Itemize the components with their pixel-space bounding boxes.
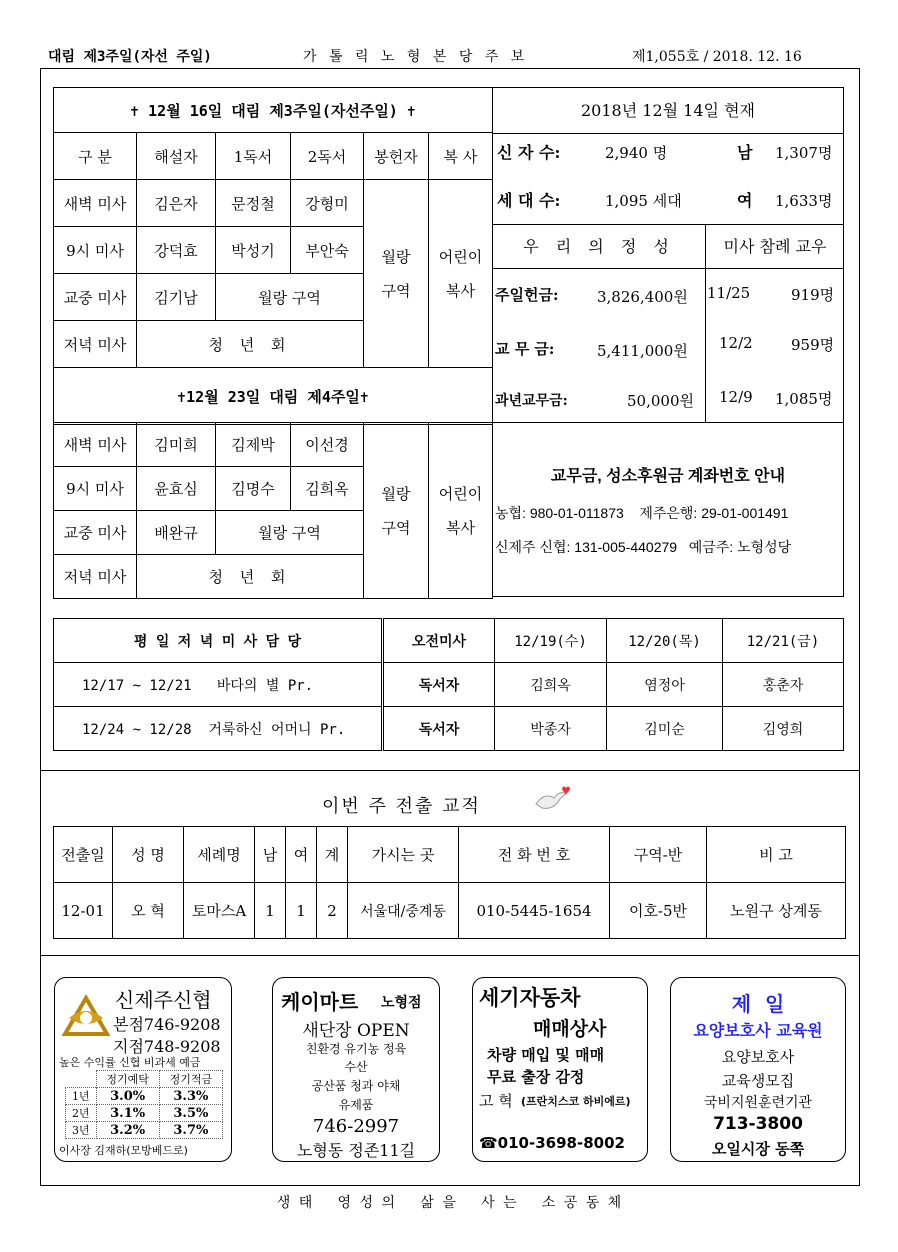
- attendance-count: 1,085명: [775, 390, 833, 408]
- reader1: 문정철: [216, 180, 291, 227]
- believers-count: 2,940 명: [605, 144, 668, 162]
- cell: 1: [255, 883, 286, 939]
- col-header: 전출일: [54, 827, 113, 883]
- ad2-line: 공산품 청과 야채: [311, 1079, 401, 1093]
- believers-label: 신 자 수:: [497, 143, 561, 162]
- table-row: [54, 707, 844, 751]
- altar-server: 어린이 복사: [429, 180, 493, 368]
- col-header: 해설자: [137, 133, 216, 180]
- offering-label: 과년교무금:: [495, 393, 568, 409]
- account-title: 교무금, 성소후원금 계좌번호 안내: [550, 468, 786, 485]
- commentator: 김은자: [137, 180, 216, 227]
- col-header: 구역-반: [610, 827, 707, 883]
- rate-col: 정기예탁: [96, 1071, 159, 1088]
- ad-shinhyup: [54, 977, 232, 1162]
- account-info: [492, 422, 844, 597]
- commentator: 강덕효: [137, 227, 216, 274]
- schedule-table-week4: [53, 422, 493, 599]
- period: 12/24 ~ 12/28 거룩하신 어머니 Pr.: [54, 707, 383, 751]
- ad-jeil-care: [670, 977, 846, 1162]
- cell: 2: [317, 883, 348, 939]
- ad4-line: 교육생모집: [721, 1072, 795, 1090]
- rate: 3.7%: [159, 1122, 222, 1139]
- ad1-branch-phone: 지점748-9208: [113, 1037, 221, 1056]
- col-header: 계: [317, 827, 348, 883]
- ad4-line: 국비지원훈련기관: [703, 1095, 813, 1111]
- attendance-date: 12/9: [719, 388, 753, 406]
- schedule-title: ✝ 12월 16일 대림 제3주일(자선주일) ✝: [54, 88, 493, 133]
- mass-name: 9시 미사: [54, 227, 137, 274]
- ad1-main-phone: 본점746-9208: [113, 1015, 221, 1034]
- stats-date: 2018년 12월 14일 현재: [581, 101, 755, 120]
- reader-name: 홍춘자: [723, 663, 844, 707]
- rate-col: 정기적금: [159, 1071, 222, 1088]
- reader2: 부안숙: [291, 227, 364, 274]
- table-row: [54, 663, 844, 707]
- table-row: [54, 423, 493, 467]
- offering-label: 교 무 금:: [495, 340, 555, 358]
- ad1-chair: 이사장 김재하(모방베드로): [59, 1144, 188, 1157]
- ad-kmart: [272, 977, 440, 1162]
- weekday-mass-table: [53, 618, 844, 751]
- rate-year: 3년: [66, 1122, 97, 1139]
- header-center: 가 톨 릭 노 형 본 당 주 보: [303, 49, 529, 65]
- attendance-count: 919명: [791, 286, 835, 304]
- col-header: 1독서: [216, 133, 291, 180]
- rate-year: 1년: [66, 1088, 97, 1105]
- header-right: 제1,055호 / 2018. 12. 16: [632, 49, 802, 65]
- col-header: 세례명: [184, 827, 255, 883]
- cell: 이호-5반: [610, 883, 707, 939]
- readers-group: 청 년 회: [137, 555, 364, 599]
- account-line: 농협: 980-01-011873 제주은행: 29-01-001491: [495, 505, 789, 521]
- attendance-title: 미사 참례 교우: [723, 237, 827, 256]
- households-label: 세 대 수:: [497, 191, 561, 210]
- day-header: 12/20(목): [607, 619, 723, 663]
- dove-icon: [532, 784, 572, 814]
- footer-motto: 생 태 영 성 의 삶 을 사 는 소 공 동 체: [276, 1195, 622, 1211]
- reader-name: 김희옥: [495, 663, 607, 707]
- ad3-owner: 고 혁: [479, 1092, 513, 1110]
- altar-server: 어린이 복사: [429, 423, 493, 599]
- mass-name: 새벽 미사: [54, 180, 137, 227]
- ad2-phone: 746-2997: [312, 1116, 400, 1137]
- female-count: 1,633명: [775, 192, 833, 210]
- cell: 010-5445-1654: [459, 883, 610, 939]
- weekday-title: 평 일 저 녁 미 사 담 당: [54, 619, 383, 663]
- col-header: 여: [286, 827, 317, 883]
- rate: 3.5%: [159, 1105, 222, 1122]
- reader1: 박성기: [216, 227, 291, 274]
- rate: 3.0%: [96, 1088, 159, 1105]
- col-header: 2독서: [291, 133, 364, 180]
- period: 12/17 ~ 12/21 바다의 별 Pr.: [54, 663, 383, 707]
- cell: 1: [286, 883, 317, 939]
- role: 독서자: [383, 707, 495, 751]
- ad3-phone: ☎010-3698-8002: [479, 1134, 625, 1152]
- ad-segi-motors: [472, 977, 648, 1162]
- ad2-branch: 노형점: [381, 995, 422, 1011]
- parish-stats: [492, 87, 844, 423]
- commentator: 윤효심: [137, 467, 216, 511]
- header-left: 대림 제3주일(자선 주일): [48, 49, 212, 65]
- ad3-line: 무료 출장 감정: [487, 1068, 585, 1086]
- mass-name: 9시 미사: [54, 467, 137, 511]
- rate-table: [65, 1070, 223, 1139]
- account-line: 신제주 신협: 131-005-440279 예금주: 노형성당: [495, 539, 792, 555]
- cell: 노원구 상계동: [707, 883, 846, 939]
- shinhyup-logo-icon: [61, 994, 111, 1040]
- female-label: 여: [737, 191, 753, 210]
- schedule-table-week3: [53, 87, 493, 425]
- ad1-slogan: 높은 수익률 신협 비과세 예금: [59, 1056, 201, 1069]
- col-header: 남: [255, 827, 286, 883]
- reader-name: 박종자: [495, 707, 607, 751]
- ad2-name: 케이마트: [281, 990, 359, 1014]
- mass-name: 교중 미사: [54, 274, 137, 321]
- mass-name: 저녁 미사: [54, 321, 137, 368]
- ad1-name: 신제주신협: [115, 988, 212, 1012]
- reader2: 강형미: [291, 180, 364, 227]
- bulletin-header: [48, 44, 848, 68]
- reader1: 김제박: [216, 423, 291, 467]
- rate: 3.1%: [96, 1105, 159, 1122]
- transfer-title: 이번 주 전출 교적: [322, 796, 481, 817]
- table-row: [54, 883, 846, 939]
- col-header: 가시는 곳: [348, 827, 459, 883]
- ad4-name: 제 일: [731, 992, 785, 1016]
- attendance-date: 11/25: [707, 284, 751, 302]
- cell: 토마스A: [184, 883, 255, 939]
- offering-value: 3,826,400원: [597, 288, 688, 306]
- reader1: 김명수: [216, 467, 291, 511]
- ad4-line: 요양보호사: [721, 1048, 795, 1066]
- ad4-phone: 713-3800: [713, 1114, 803, 1134]
- ad2-open: 새단장 OPEN: [302, 1021, 410, 1041]
- offering-group: 월랑 구역: [364, 423, 429, 599]
- commentator: 김기남: [137, 274, 216, 321]
- morning-label: 오전미사: [383, 619, 495, 663]
- ad3-line: 차량 매입 및 매매: [487, 1046, 605, 1064]
- offering-group: 월랑 구역: [364, 180, 429, 368]
- col-header: 복 사: [429, 133, 493, 180]
- day-header: 12/21(금): [723, 619, 844, 663]
- table-row: [54, 180, 493, 227]
- col-header: 전 화 번 호: [459, 827, 610, 883]
- role: 독서자: [383, 663, 495, 707]
- transfer-table: [53, 826, 846, 939]
- male-label: 남: [737, 143, 753, 162]
- col-header: 비 고: [707, 827, 846, 883]
- offering-value: 5,411,000원: [597, 342, 688, 360]
- offering-value: 50,000원: [627, 392, 694, 410]
- col-header: 봉헌자: [364, 133, 429, 180]
- day-header: 12/19(수): [495, 619, 607, 663]
- readers-group: 청 년 회: [137, 321, 364, 368]
- ad2-address: 노형동 정존11길: [296, 1141, 416, 1160]
- male-count: 1,307명: [775, 144, 833, 162]
- households-count: 1,095 세대: [605, 192, 682, 210]
- cell: 오 혁: [113, 883, 184, 939]
- ad3-owner-note: (프란치스코 하비에르): [521, 1095, 631, 1108]
- schedule-title: ✝12월 23일 대림 제4주일✝: [54, 368, 493, 425]
- ad4-sub: 요양보호사 교육원: [693, 1021, 823, 1040]
- cell: 12-01: [54, 883, 113, 939]
- section-divider: [40, 770, 860, 771]
- offering-label: 주일헌금:: [495, 286, 559, 304]
- attendance-count: 959명: [791, 336, 835, 354]
- cell: 서울대/중계동: [348, 883, 459, 939]
- mass-name: 저녁 미사: [54, 555, 137, 599]
- col-header: 성 명: [113, 827, 184, 883]
- ad3-name: 세기자동차: [479, 986, 581, 1010]
- ad2-line: 수산: [344, 1060, 368, 1074]
- reader-name: 김미순: [607, 707, 723, 751]
- rate: 3.2%: [96, 1122, 159, 1139]
- reader2: 김희옥: [291, 467, 364, 511]
- readers-group: 월랑 구역: [216, 511, 364, 555]
- col-header: 구 분: [54, 133, 137, 180]
- reader-name: 염정아: [607, 663, 723, 707]
- attendance-date: 12/2: [719, 334, 753, 352]
- reader-name: 김영희: [723, 707, 844, 751]
- rate: 3.3%: [159, 1088, 222, 1105]
- reader2: 이선경: [291, 423, 364, 467]
- ad3-sub: 매매상사: [533, 1018, 607, 1040]
- ad2-line: 유제품: [338, 1098, 374, 1112]
- ad4-address: 오일시장 동쪽: [711, 1140, 805, 1158]
- ad2-line: 친환경 유기농 정육: [305, 1042, 407, 1056]
- section-divider: [40, 955, 860, 956]
- readers-group: 월랑 구역: [216, 274, 364, 321]
- mass-name: 교중 미사: [54, 511, 137, 555]
- commentator: 김미희: [137, 423, 216, 467]
- mass-name: 새벽 미사: [54, 423, 137, 467]
- offering-title: 우 리 의 정 성: [523, 237, 675, 256]
- rate-year: 2년: [66, 1105, 97, 1122]
- commentator: 배완규: [137, 511, 216, 555]
